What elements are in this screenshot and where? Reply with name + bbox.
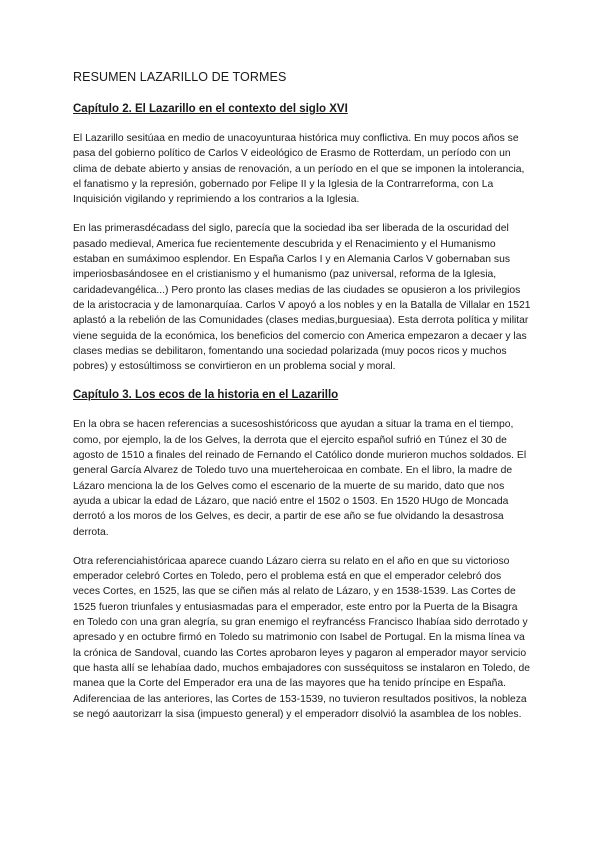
section-heading-chapter-2: Capítulo 2. El Lazarillo en el contexto del siglo XVI: [73, 103, 348, 115]
paragraph: Otra referenciahistóricaa aparece cuando Lázaro cierra su relato en el año en que su victorioso emperador celebró Cortes en Toledo, pero el problema está en que el emperador celebró dos veces Cortes, en 1525, las que se ciñen más al relato de Lázaro, y en 1538-1539. Las Cortes de 1525 fueron triunfales y entusiasmadas para el emperador, este entro por la Puerta de la Bisagra en Toledo con una gran alegría, su gran enemigo el reyfrancéss Francisco Ihabíaa sido derrotado y apresado y en octubre firmó en Toledo su matrimonio con Isabel de Portugal. En la misma línea va la crónica de Sandoval, cuando las Cortes aprobaron leyes y pagaron al emperador mayor servicio que hasta allí se lehabíaa dado, muchos embajadores con susséquitoss se instalaron en Toledo, de manea que la Corte del Emperador era una de las mayores que ha tenido príncipe en España. Adiferenciaa de las anteriores, las Cortes de 153-1539, no tuvieron resultados positivos, la nobleza se negó aautorizarr la sisa (impuesto general) y el emperadorr disolvió la asamblea de los nobles.: [73, 555, 530, 720]
paragraph: En las primerasdécadass del siglo, parecía que la sociedad iba ser liberada de la oscuridad del pasado medieval, America fue recientemente descubrida y el Renacimiento y el Humanismo estaban en sumáximoo esplendor. En España Carlos I y en Alemania Carlos V gobernaban sus imperiosbasándosee en el cristianismo y el humanismo (paz universal, reforma de la Iglesia, caridadevangélica...) Pero pronto las clases medias de las ciudades se opusieron a los privilegios de la aristocracia y de lamonarquíaa. Carlos V apoyó a los nobles y en la Batalla de Villalar en 1521 aplastó a la rebelión de las Comunidades (clases medias,burguesiaa). Esta derrota política y militar viene seguida de la económica, los beneficios del comercio con America empezaron a decaer y las clases medias se debilitaron, fomentando una sociedad polarizada (muy pocos ricos y muchos pobres) y estosúltimoss se convirtieron en un problema social y moral.: [73, 223, 531, 373]
document-title: RESUMEN LAZARILLO DE TORMES: [73, 70, 287, 84]
section-heading-chapter-3: Capítulo 3. Los ecos de la historia en el Lazarillo: [73, 389, 339, 402]
document-body: [73, 68, 531, 736]
paragraph: En la obra se hacen referencias a sucesoshistóricoss que ayudan a situar la trama en el tiempo, como, por ejemplo, la de los Gelves, la derrota que el ejercito español sufrió en Túnez el 30 de agosto de 1510 a finales del reinado de Fernando el Católico donde murieron muchos soldados. El general García Alvarez de Toledo tuvo una muerteheroicaa en combate. En el libro, la madre de Lázaro menciona la de los Gelves como el escenario de la muerte de su marido, dato que nos ayuda a ubicar la edad de Lázaro, que nació entre el 1502 o 1503. En 1520 HUgo de Moncada derrotó a los moros de los Gelves, es decir, a partir de ese año se fue olvidando la desastrosa derrota.: [73, 419, 527, 538]
paragraph: El Lazarillo sesitúaa en medio de unacoyunturaa histórica muy conflictiva. En muy pocos años se pasa del gobierno político de Carlos V eideológico de Erasmo de Rotterdam, un período con un clima de debate abierto y ansias de renovación, a un período en el que se imponen la intolerancia, el fanatismo y la represión, gobernado por Felipe II y la Iglesia de la Contrarreforma, con La Inquisición vigilando y reprimiendo a los contrarios a la Iglesia.: [73, 133, 525, 206]
